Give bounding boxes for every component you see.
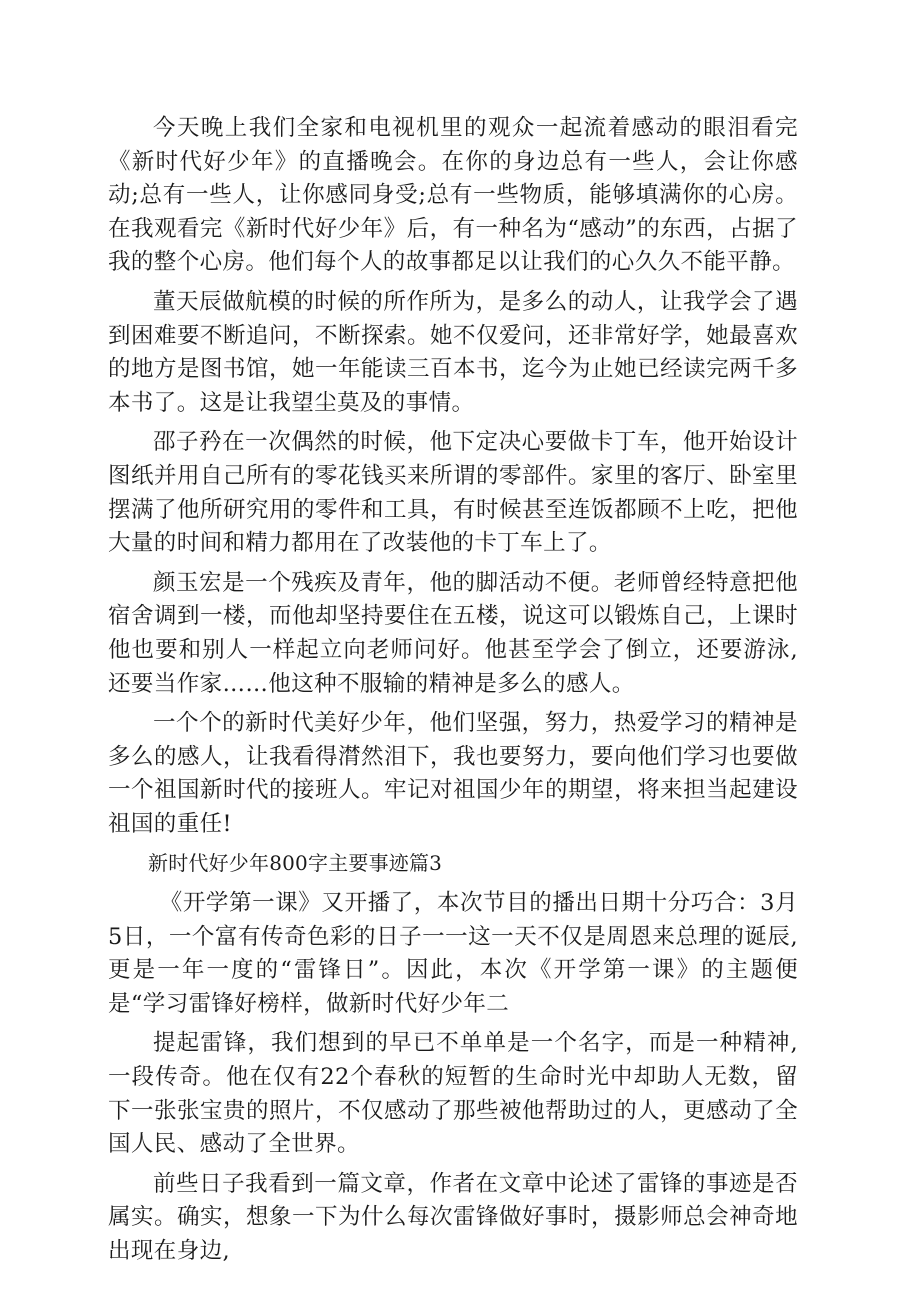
section-heading: 新时代好少年800字主要事迹篇3 <box>148 851 443 876</box>
paragraph-dong-tianchen: 董天辰做航模的时候的所作所为，是多么的动人，让我学会了遇到困难要不断追问，不断探索。她不仅爱问，还非常好学，她最喜欢的地方是图书馆，她一年能读三百本书，迄今为止她已经读完两千多本书了。这是让我望尘莫及的事情。 <box>108 288 798 416</box>
paragraph-article-discussion: 前些日子我看到一篇文章，作者在文章中论述了雷锋的事迹是否属实。确实，想象一下为什么每次雷锋做好事时，摄影师总会神奇地出现在身边, <box>108 1170 798 1264</box>
paragraph-first-lesson: 《开学第一课》又开播了，本次节目的播出日期十分巧合：3月5日，一个富有传奇色彩的日子一一这一天不仅是周恩来总理的诞辰,更是一年一度的“雷锋日”。因此，本次《开学第一课》的主题便是“学习雷锋好榜样，做新时代好少年二 <box>108 890 798 1017</box>
paragraph-intro: 今天晚上我们全家和电视机里的观众一起流着感动的眼泪看完《新时代好少年》的直播晚会。在你的身边总有一些人，会让你感动;总有一些人，让你感同身受;总有一些物质，能够填满你的心房。在我观看完《新时代好少年》后，有一种名为“感动”的东西，占据了我的整个心房。他们每个人的故事都足以让我们的心久久不能平静。 <box>108 115 798 276</box>
paragraph-yan-yuhong: 颜玉宏是一个残疾及青年，他的脚活动不便。老师曾经特意把他宿舍调到一楼，而他却坚持要住在五楼，说这可以锻炼自己，上课时他也要和别人一样起立向老师问好。他甚至学会了倒立，还要游泳,还要当作家……他这种不服输的精神是多么的感人。 <box>108 569 798 697</box>
paragraph-shao-zijin: 邵子矜在一次偶然的时候，他下定决心要做卡丁车，他开始设计图纸并用自己所有的零花钱买来所谓的零部件。家里的客厅、卧室里摆满了他所研究用的零件和工具，有时候甚至连饭都顾不上吃，把他大量的时间和精力都用在了改装他的卡丁车上了。 <box>108 429 798 557</box>
paragraph-conclusion: 一个个的新时代美好少年，他们坚强，努力，热爱学习的精神是多么的感人，让我看得潸然泪下，我也要努力，要向他们学习也要做一个祖国新时代的接班人。牢记对祖国少年的期望，将来担当起建设祖国的重任! <box>108 710 798 837</box>
document-body <box>108 112 798 1275</box>
paragraph-lei-feng-spirit: 提起雷锋，我们想到的早已不单单是一个名字，而是一种精神,一段传奇。他在仅有22个春秋的短暂的生命时光中却助人无数，留下一张张宝贵的照片，不仅感动了那些被他帮助过的人，更感动了全国人民、感动了全世界。 <box>108 1030 798 1158</box>
